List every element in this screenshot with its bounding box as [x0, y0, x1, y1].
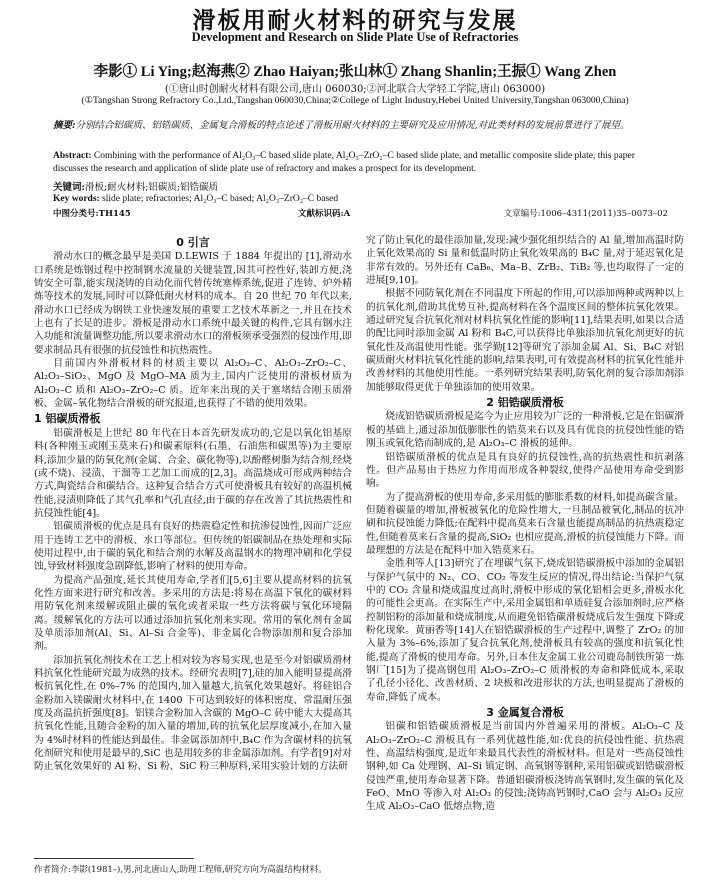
paper-title-english: Development and Research on Slide Plate Use of Refractories [191, 30, 519, 44]
body-paragraph: 为提高产品强度,延长其使用寿命,学者们[5,6]主要从提高材料的抗氧化性方面来进行研究和改善。多采用的方法是:将易在高温下氧化的碳材料用防氧化剂来缓解或阻止碳的氧化或者采取一些方法将碳与氧化环境隔离。缓解氧化的方法可以通过添加抗氧化剂来实现。常用的氧化剂有金属及单质添加剂(Al、Si、Al–Si 合金等)、非金属化合物添加剂和复合添加剂。 [34, 574, 352, 653]
abstract-cn-label: 摘要: [53, 120, 76, 131]
affiliation-english: (①Tangshan Strong Refractory Co.,Ltd.,Tangshan 060030,China;②College of Light Industry,Hebei United University,Tangshan 063000,China) [81, 96, 629, 106]
abstract-en-text: Combining with the performance of Al₂O₃–C based slide plate, Al₂O₃–ZrO₂–C based slide plate, and metallic composite slide plate, this paper discusses the research and application of slide plate use of refractory and makes a prospect for its development. [53, 151, 635, 174]
keywords-english [53, 193, 668, 206]
body-paragraph: 铝碳滑板是上世纪 80 年代在日本首先研发成功的,它是以氧化铝基原料(各种刚玉或刚玉莫来石)和碳素原料(石墨、石油焦和碳黑等)为主要原料,添加少量的防氧化剂(金属、合金、碳化物等),以酚醛树脂为结合剂,经烧(或不烧)、浸渍、干溜等工艺加工而成的[2,3]。高温烧成可形成两种结合方式,陶瓷结合和碳结合。这种复合结合方式可使滑板具有较好的高温机械性能,浸渍则降低了其气孔率和气孔直径,由于碳的存在改善了其抗热震性和抗侵蚀性能[4]。 [34, 427, 352, 519]
body-paragraph: 究了防止氧化的最佳添加量,发现:减少强化组织结合的 Al 量,增加高温时防止氧化效果高的 Si 量和低温时防止氧化效果高的 B₄C 量,对于延迟氧化是非常有效的。另外还有 CaB₆、Ma–B、ZrB₂、TiB₂ 等,也均取得了一定的进展[9,10]。 [366, 235, 684, 287]
body-paragraph: 滑动水口的概念最早是美国 D.LEWIS 于 1884 年提出的 [1],滑动水口系统是炼钢过程中控制钢水流量的关键装置,因其可控性好,装卸方便,浇铸安全可靠,能实现浇铸的自动化而代替传统塞棒系统,促进了连铸、炉外精炼等技术的发展,同时可以降低耐火材料的成本。自 20 世纪 70 年代以来,滑动水口已经成为钢铁工业快速发展的重要工艺技术革新之一,并且在技术上也有了长足的进步。滑板是滑动水口系统中最关键的构件,它具有钢水注入功能和流量调整功能,所以要求滑动水口的滑板须承受强烈的侵蚀作用,即要求制品具有很强的抗侵蚀性和抗热震性。 [34, 251, 352, 356]
footnote-divider [34, 858, 194, 859]
body-paragraph: 铝碳和铝锆碳质滑板是当前国内外普遍采用的滑板。Al₂O₃–C 及 Al₂O₃–ZrO₂–C 滑板具有一系列优越性能,如:优良的抗侵蚀性能、抗热震性、高温结构强度,是近年来最具代表性的滑板材料。但是对一些高侵蚀性钢种,如 Ca 处理钢、Al–Si 镇定钢、高氧钢等钢种,采用铝碳或铝锆碳滑板侵蚀严重,使用寿命显著下降。普通铝碳滑板浇铸高氧钢时,发生碳的氧化及 FeO、MnO 等渗入对 Al₂O₃ 的侵蚀;浇铸高钙钢时,CaO 会与 Al₂O₃ 反应生成 Al₂O₃–CaO 低熔点物,造 [366, 721, 684, 813]
section-heading: 2 铝锆碳质滑板 [486, 396, 564, 410]
section-heading: 1 铝碳质滑板 [34, 412, 101, 426]
body-paragraph: 根据不同防氧化剂在不同温度下所起的作用,可以添加两种或两种以上的抗氧化剂,借助其优势互补,提高材料在各个温度区间的整体抗氧化效果。通过研究复合抗氧化剂对材料抗氧化性能的影响[11],结果表明,如果以合适的配比同时添加金属 Al 粉和 B₄C,可以获得比单独添加抗氧化剂更好的抗氧化性及高温使用性能。张学勤[12]等研究了添加金属 Al、Si、B₄C 对铝碳质耐火材料抗氧化性能的影响,结果表明,可有效提高材料的抗氧化性能并改善材料的其他使用性能。一系列研究结果表明,防氧化剂的复合添加剂添加能够取得更优于单独添加的使用效果。 [366, 288, 684, 393]
body-paragraph: 烧成铝锆碳质滑板是迄今为止应用较为广泛的一种滑板,它是在铝碳滑板的基础上,通过添加低膨胀性的锆莫来石以及具有优良的抗侵蚀性能的锆刚玉或氧化锆而制成的,是 Al₂O₃–C 滑板的延伸。 [366, 411, 684, 450]
keywords-en-label: Key words: [53, 194, 100, 204]
class-number: 中图分类号:TH145 [53, 209, 131, 219]
keywords-cn-label: 关键词: [53, 182, 86, 193]
body-column-right [366, 234, 684, 874]
article-number: 文章编号:1006–4311(2011)35–0073–02 [503, 209, 668, 219]
authors-line: 李影① Li Ying;赵海燕② Zhao Haiyan;张山林① Zhang Shanlin;王振① Wang Zhen [93, 64, 617, 80]
body-paragraph: 铝碳质滑板的优点是具有良好的热震稳定性和抗渗侵蚀性,因而广泛应用于连铸工艺中的滑板、水口等部位。但传统的铝碳制品在热处理和实际使用过程中,由于碳的氧化和结合剂的水解及高温钢水的物理冲刷和化学侵蚀,导致材料强度急剧降低,影响了材料的使用寿命。 [34, 521, 352, 573]
body-paragraph: 添加抗氧化剂技术在工艺上相对较为容易实现,也是至今对铝碳质滑材料抗氧化性能研究最为成熟的技术。经研究表明[7],硅的加入能明显提高滑板抗氧化性,在 0%–7% 的范围内,加入量越大,抗氧化效果越好。将硅铝合金粉加入镁碳耐火材料中,在 1400 下可达到较好的体积密度、常温耐压强度及高温抗折强度[8]。铝镁合金粉加入含碳的 MgO–C 砖中能大大提高其抗氧化性能,且随合金粉的加入量的增加,砖的抗氧化层厚度减小,在加入量为 4%时材料的性能达到最佳。非金属添加剂中,B₄C 作为含碳材料的抗氧化剂研究和使用是最早的,SiC 也是用较多的非金属添加剂。有学者[9]对对防止氧化效果好的 Al 粉、Si 粉、SiC 粉三种原料,采用实验计划的方法研 [34, 654, 352, 773]
abstract-chinese [53, 119, 668, 132]
section-heading: 0 引言 [176, 236, 210, 249]
body-paragraph: 铝锆碳质滑板的优点是具有良好的抗侵蚀性,高的抗热震性和抗剥落性。但产品易由于热应力作用而形成各种裂纹,使得产品使用寿命受到影响。 [366, 451, 684, 490]
abstract-en-label: Abstract: [53, 151, 92, 161]
affiliation-chinese: (①唐山时创耐火材料有限公司,唐山 060030;②河北联合大学轻工学院,唐山 063000) [164, 84, 546, 95]
abstract-cn-text: 分别结合铝碳质、铝锆碳质、金属复合滑板的特点论述了滑板用耐火材料的主要研究及应用情况,对此类材料的发展前景进行了展望。 [75, 120, 630, 131]
keywords-cn-text: 滑板;耐火材料;铝碳质;铝锆碳质 [85, 182, 219, 193]
body-paragraph: 金胜利等人[13]研究了在埋碳气氛下,烧成铝锆碳滑板中添加的金属铝与保护气氛中的 N₂、CO、CO₂ 等发生反应的情况,得出结论:当保护气氛中的 CO₂ 含量和烧成温度过高时,滑板中形成的氧化铝相会更多,滑板水化的可能性会更高。在实际生产中,采用金属铝和单质硅复合添加剂时,应严格控制铝粉的添加量和烧成制度,从而避免铝锆碳滑板烧成后发生强度下降或粉化现象。黄丽香等[14]人在铝锆碳滑板的生产过程中,调整了 ZrO₂ 的加入量为 3%–6%,添加了复合抗氧化剂,使滑板具有较高的强度和抗氧化性能,提高了滑板的使用寿命。另外,日本住友金属工业公司鹿岛制铁所第一炼钢厂[15]为了提高钢包用 Al₂O₃–ZrO₂–C 质滑板的寿命和降低成本,采取了孔径小径化、改善材质、2 块板和改进形状的方法,也明显提高了滑板的寿命,降低了成本。 [366, 558, 684, 703]
document-code: 文献标识码:A [298, 209, 351, 219]
keywords-en-text: slide plate; refractories; Al₂O₃–C based; Al₂O₃–ZrO₂–C based [102, 194, 339, 204]
body-paragraph: 为了提高滑板的使用寿命,多采用低的膨胀系数的材料,如提高碳含量。但随着碳量的增加,滑板被氧化的危险性增大,一旦制品被氧化,制品的抗冲刷和抗侵蚀能力降低;在配料中提高莫来石含量也能提高制品的抗热震稳定性,但随着莫来石含量的提高,SiO₂ 也相应提高,滑板的抗侵蚀能力下降。而最理想的方法是在配料中加入锆莫来石。 [366, 491, 684, 556]
author-footnote: 作者简介:李影(1981–),男,河北唐山人,助理工程师,研究方向为高温结构材料。 [34, 865, 327, 875]
section-heading: 3 金属复合滑板 [486, 706, 564, 720]
paper-title: 滑板用耐火材料的研究与发展 [192, 8, 518, 34]
body-paragraph: 目前国内外滑板材料的材质主要以 Al₂O₃–C、Al₂O₃–ZrO₂–C、Al₂O₃–SiO₂、MgO 及 MgO–MA 质为主,国内广泛使用的滑板材质为 Al₂O₃–C 质和 Al₂O₃–ZrO₂–C 质。近年来出现的关于塞堵结合刚玉质滑板、金属–氧化物结合滑板的研究报道,也获得了不错的使用效果。 [34, 358, 352, 410]
body-column-left [34, 234, 352, 874]
abstract-english [53, 150, 668, 176]
